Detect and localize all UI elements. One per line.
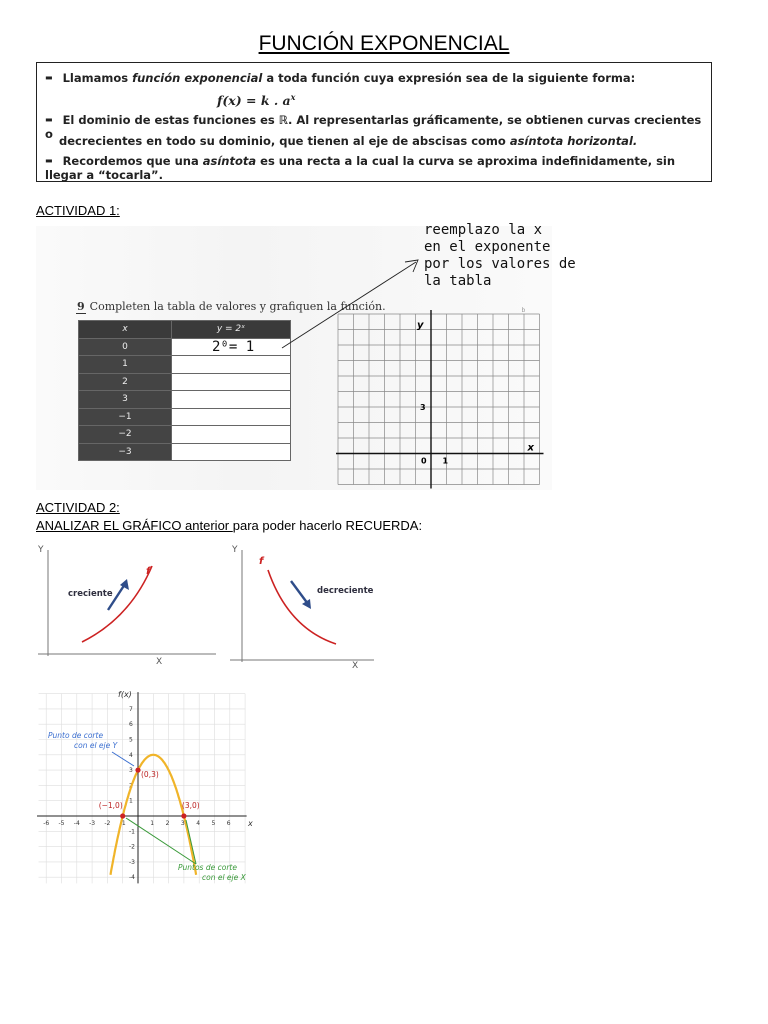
x-intercept-arrow-right [186, 820, 196, 864]
table-x-cell: 1 [79, 356, 172, 374]
empty-grid [336, 307, 544, 489]
note-line: en el exponente [424, 239, 551, 255]
y-tick-label: -1 [129, 828, 135, 836]
x-tick-label: -1 [119, 820, 126, 827]
x-tick-label: 4 [196, 820, 201, 827]
instruction-underlined: ANALIZAR EL GRÁFICO anterior [36, 518, 233, 533]
y-tick-label: 3 [129, 767, 133, 775]
formula-text: f(x) = k . a [217, 93, 291, 109]
table-x-cell: 0 [79, 338, 172, 356]
monotonic-graphs [30, 538, 380, 672]
graph1-label: creciente [68, 589, 113, 599]
graph2-y-label: Y [232, 545, 238, 555]
table-x-cell: −2 [79, 426, 172, 444]
parabola-grid [37, 692, 247, 883]
y-tick-label: -3 [129, 858, 135, 866]
note-line: por los valores de [424, 256, 576, 272]
x-tick-label: 6 [226, 820, 231, 827]
x-tick-label: -4 [73, 820, 80, 827]
y-tick-label: 4 [129, 751, 133, 759]
table-header-x: x [79, 321, 172, 339]
x-tick-label: -3 [89, 820, 96, 827]
bullet2-text-2: decrecientes en todo su dominio, que tienen al eje de abscisas como [59, 134, 510, 148]
bullet1-text-end: a toda función cuya expresión sea de la siguiente forma: [262, 71, 636, 85]
x-tick-label: -5 [58, 820, 65, 827]
grid-y-label: y [417, 320, 424, 331]
note-line: la tabla [424, 273, 492, 289]
grid-x-tick: 1 [442, 456, 449, 466]
exercise-number: 9 [77, 300, 85, 313]
intercept-point [135, 768, 140, 773]
point-label-right-root: (3,0) [181, 801, 200, 810]
graph1-func-label: f [146, 566, 151, 577]
activity1-heading: ACTIVIDAD 1: [36, 203, 120, 218]
intercept-point [181, 813, 186, 818]
instruction-rest: para poder hacerlo RECUERDA: [232, 518, 423, 533]
y-tick-label: 7 [129, 705, 133, 713]
table-header-y: y = 2ˣ [172, 321, 291, 339]
bullet1-term: función exponencial [132, 71, 263, 85]
parabola-graph [36, 688, 258, 886]
bullet3-text: Recordemos que una [62, 154, 203, 168]
grid-x-label: x [527, 442, 534, 454]
pointer-arrow-head [405, 260, 418, 272]
graph2-func-label: f [259, 556, 264, 567]
x-tick-label: 1 [150, 820, 155, 827]
x-tick-label: -6 [43, 820, 50, 827]
y-intercept-note: con el eje Y [74, 741, 118, 750]
y-tick-label: -2 [129, 843, 135, 851]
parabola-x-axis-label: x [248, 819, 253, 828]
grid-y-tick: 3 [420, 403, 426, 412]
activity1-graphics [0, 0, 768, 500]
x-tick-label: 5 [211, 820, 216, 827]
bullet1-text: Llamamos [62, 71, 133, 85]
y-tick-label: 6 [129, 721, 133, 729]
y-tick-label: -4 [129, 874, 135, 882]
table-x-cell: −1 [79, 408, 172, 426]
x-intercept-note: con el eje X [202, 873, 246, 882]
graph2-x-label: X [352, 661, 359, 671]
formula-exponent: x [290, 92, 296, 102]
activity2-instruction [36, 518, 422, 533]
parabola-y-axis-label: f(x) [118, 690, 132, 699]
bullet2-text: El dominio de estas funciones es ℝ. Al representarlas gráficamente, se obtienen curvas crecientes o [45, 113, 702, 141]
y-tick-label: 2 [129, 782, 133, 790]
grid-origin-label: 0 [421, 456, 427, 466]
decreasing-arrow [291, 581, 308, 604]
table-x-cell: 2 [79, 373, 172, 391]
increasing-curve [82, 566, 152, 642]
bullet2-term: asíntota horizontal. [509, 134, 638, 148]
handwritten-answer: 2⁰= 1 [212, 339, 255, 355]
graph1-x-label: X [156, 657, 163, 667]
graph1-y-label: Y [38, 545, 44, 555]
pointer-arrow-line [282, 262, 416, 348]
table-x-cell: −3 [79, 443, 172, 461]
point-label-y-intercept: (0,3) [141, 770, 159, 780]
note-line: reemplazo la x [424, 222, 543, 238]
x-tick-label: 2 [165, 820, 170, 827]
point-label-left-root: (−1,0) [98, 801, 123, 810]
activity2-heading: ACTIVIDAD 2: [36, 500, 120, 515]
x-tick-label: 3 [180, 820, 185, 827]
y-intercept-note: Punto de corte [48, 731, 104, 740]
decreasing-curve [268, 570, 336, 644]
table-x-cell: 3 [79, 391, 172, 409]
x-tick-label: -2 [104, 820, 111, 827]
bullet3-text-end: es una recta a la cual la curva se aproxima indefinidamente, sin llegar a “tocarla”. [45, 154, 676, 182]
intercept-point [120, 813, 125, 818]
exercise-text: Completen la tabla de valores y grafiquen la función. [89, 300, 386, 313]
y-tick-label: 1 [129, 797, 133, 805]
x-intercept-note: Puntos de corte [178, 863, 237, 872]
graph2-label: decreciente [317, 586, 374, 596]
grid-corner-mark: b [521, 307, 526, 314]
page-title: FUNCIÓN EXPONENCIAL [258, 32, 510, 55]
y-tick-label: 5 [129, 736, 133, 744]
bullet3-term: asíntota [202, 154, 257, 168]
